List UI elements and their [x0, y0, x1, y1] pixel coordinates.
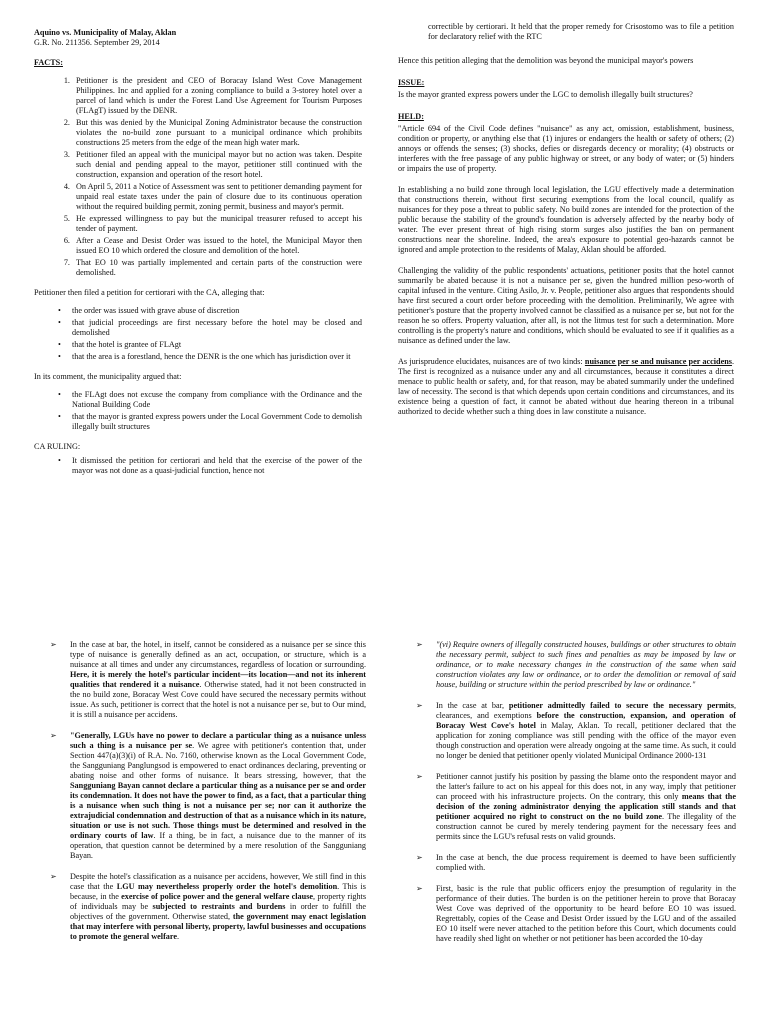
fact-item: 4. On April 5, 2011 a Notice of Assessment was sent to petitioner demanding payment for unpaid real estate taxes under the pain of closure due to its continuous operation without the required building permit, zoning permit, business and mayor's permit. — [72, 182, 362, 212]
ruling-points-list — [36, 640, 366, 942]
page-1-right-column — [398, 0, 734, 600]
petition-point: • that judicial proceedings are first necessary before the hotel may be closed and demolished — [72, 318, 362, 338]
held-paragraph-4: As jurisprudence elucidates, nuisances are of two kinds: nuisance per se and nuisance per accidens. The first is recognized as a nuisance under any and all circumstances, because it constitutes a direct menace to public health or safety, and, for that reason, may be abated summarily under the undefined law of necessity. The second is that which depends upon certain conditions and circumstances, and its existence being a question of fact, it cannot be abated without due hearing thereon in a tribunal authorized to decide whether such a thing does in law constitute a nuisance. — [398, 357, 734, 416]
ruling-point-lgu-power: ➢ "Generally, LGUs have no power to declare a particular thing as a nuisance unless such a thing is a nuisance per se. We agree with petitioner's contention that, under Section 447(a)(3)(i) of R.A. No. 7160, otherwise known as the Local Government Code, the Sangguniang Panglungsod is empowered to enact ordinances declaring, preventing or abating noise and other forms of nuisance. It bears stressing, however, that the Sangguniang Bayan cannot declare a particular thing as a nuisance per se and order its condemnation. It does not have the power to find, as a fact, that a particular thing is a nuisance when such thing is not a nuisance per se; nor can it authorize the extrajudicial condemnation and destruction of that as a nuisance which in its nature, situation or use is not such. Those things must be determined and resolved in the ordinary courts of law. If a thing, be in fact, a nuisance due to the manner of its operation, that question cannot be determined by a mere resolution of the Sangguniang Bayan. — [70, 731, 366, 861]
held-paragraph-3: Challenging the validity of the public respondents' actuations, petitioner posits that the hotel cannot summarily be abated because it is not a nuisance per se, given the hundred million peso-worth of capital infused in the venture. Citing Asilo, Jr. v. People, petitioner also argues that respondents should have first secured a court order before proceeding with the demolition. Preliminarily, We agree with petitioner's posture that the property involved cannot be classified as a nuisance per se, but not for the reason he so offers. Property valuation, after all, is not the litmus test for such a determination. More controlling is the property's nature and conditions, which should be evaluated to see if it qualifies as a nuisance as defined under the law. — [398, 266, 734, 345]
comment-point: • the FLAgt does not excuse the company from compliance with the Ordinance and the National Building Code — [72, 390, 362, 410]
petition-point: • that the hotel is grantee of FLAgt — [72, 340, 362, 350]
case-title: Aquino vs. Municipality of Malay, Aklan — [34, 28, 177, 37]
comment-points-list — [34, 390, 362, 432]
ruling-point-blame: ➢ Petitioner cannot justify his position by passing the blame onto the respondent mayor and the latter's failure to act on his appeal for this does not, in any way, imply that petitioner can proceed with his infrastructure projects. On the contrary, this only means that the decision of the zoning administrator denying the application still stands and that petitioner acquired no right to construct on the no build zone. The illegality of the construction cannot be cured by merely tendering payment for the necessary fees and permits since the LGU's refusal rests on valid grounds. — [436, 772, 736, 842]
facts-list — [34, 76, 362, 278]
held-paragraph-2: In establishing a no build zone through local legislation, the LGU effectively made a determination that constructions therein, without first securing exemptions from the local council, qualify as nuisances for they pose a threat to public safety. No build zones are intended for the protection of the public because the stability of the ground's foundation is adversely affected by the nearby body of water. The ever present threat of high rising storm surges also justifies the ban on permanent constructions near the shoreline. Indeed, the area's exposure to potential geo-hazards cannot be ignored and ample protection to the residents of Malay, Aklan should be afforded. — [398, 185, 734, 254]
ruling-point-due-process: ➢ In the case at bench, the due process requirement is deemed to have been sufficiently complied with. — [436, 853, 736, 873]
fact-item: 5. He expressed willingness to pay but the municipal treasurer refused to accept his tender of payment. — [72, 214, 362, 234]
case-citation: G.R. No. 211356. September 29, 2014 — [34, 38, 160, 47]
page-2-left-column — [36, 612, 366, 1024]
issue-text: Is the mayor granted express powers under the LGC to demolish illegally built structures? — [398, 90, 693, 99]
hence-paragraph: Hence this petition alleging that the demolition was beyond the municipal mayor's powers — [398, 56, 694, 65]
petition-point: • that the area is a forestland, hence the DENR is the one which has jurisdiction over it — [72, 352, 362, 362]
page-gap — [0, 600, 768, 612]
comment-intro: In its comment, the municipality argued that: — [34, 372, 182, 381]
quoted-provision: ➢ "(vi) Require owners of illegally constructed houses, buildings or other structures to obtain the necessary permit, subject to such fines and penalties as may be imposed by law or ordinance, or to make necessary changes in the construction of the same when said construction violates any law or ordinance, or to order the demolition or removal of said house, building or structure within the period prescribed by law or ordinance." — [436, 640, 736, 690]
ca-ruling-heading: CA RULING: — [34, 442, 81, 451]
ca-ruling-point: • It dismissed the petition for certiorari and held that the exercise of the power of the mayor was not done as a quasi-judicial function, hence not — [72, 456, 362, 476]
comment-point: • that the mayor is granted express powers under the Local Government Code to demolish illegally built structures — [72, 412, 362, 432]
fact-item: 7. That EO 10 was partially implemented and certain parts of the construction were demolished. — [72, 258, 362, 278]
ca-ruling-list — [34, 456, 362, 476]
ruling-point-no-permits: ➢ In the case at bar, petitioner admittedly failed to secure the necessary permits, clearances, and exemptions before the construction, expansion, and operation of Boracay West Cove's hotel in Malay, Aklan. To recall, petitioner declared that the application for zoning compliance was still pending with the office of the mayor even though construction and operation were already ongoing at the same time. As such, it could no longer be denied that petitioner openly violated Municipal Ordinance 2000-131 — [436, 701, 736, 761]
ruling-points-list-continued — [402, 640, 736, 944]
held-paragraph-1: "Article 694 of the Civil Code defines "nuisance" as any act, omission, establishment, business, condition or property, or anything else that (1) injures or endangers the health or safety of others; (2) annoys or offends the senses; (3) shocks, defies or disregards decency or morality; (4) obstructs or interferes with the free passage of any public highway or street, or any body of water; or (5) hinders or impairs the use of property. — [398, 124, 734, 173]
ruling-point-police-power: ➢ Despite the hotel's classification as a nuisance per accidens, however, We still find in this case that the LGU may nevertheless properly order the hotel's demolition. This is because, in the exercise of police power and the general welfare clause, property rights of individuals may be subjected to restraints and burdens in order to fulfill the objectives of the government. Otherwise stated, the government may enact legislation that may interfere with personal liberty, property, lawful businesses and occupations to promote the general welfare. — [70, 872, 366, 942]
issue-heading: ISSUE: — [398, 78, 425, 87]
page-1-left-column — [34, 0, 362, 600]
fact-item: 2. But this was denied by the Municipal Zoning Administrator because the construction violates the no-build zone pursuant to a municipal ordinance which prohibits constructions 25 meters from the edge of the mean high water mark. — [72, 118, 362, 148]
petition-point: • the order was issued with grave abuse of discretion — [72, 306, 362, 316]
fact-item: 3. Petitioner filed an appeal with the municipal mayor but no action was taken. Despite such denial and pending appeal to the mayor, petitioner still continued with the construction, expansion and operation of the resort hotel. — [72, 150, 362, 180]
petition-points-list — [34, 306, 362, 362]
fact-item: 6. After a Cease and Desist Order was issued to the hotel, the Municipal Mayor then issued EO 10 which ordered the closure and demolition of the hotel. — [72, 236, 362, 256]
ruling-point-presumption: ➢ First, basic is the rule that public officers enjoy the presumption of regularity in the performance of their duties. The burden is on the petitioner herein to prove that Boracay West Cove was deprived of the opportunity to be heard before EO 10 was issued. Regrettably, copies of the Cease and Desist Order issued by the LGU and of the assailed EO 10 itself were never attached to the petition before this Court, which documents could have readily shed light on whether or not petitioner has been accorded the 10-day — [436, 884, 736, 944]
fact-item: 1. Petitioner is the president and CEO of Boracay Island West Cove Management Philippines. Inc and applied for a zoning compliance to build a 3-storey hotel over a parcel of land which is under the Forest Land Use Agreement for Tourism Purposes (FLAgT) issued by the DENR. — [72, 76, 362, 116]
ca-ruling-continuation: correctible by certiorari. It held that the proper remedy for Crisostomo was to file a petition for declaratory relief with the RTC — [428, 22, 734, 41]
page-2-right-column — [402, 612, 736, 1024]
ruling-point-nuisance-per-accidens: ➢ In the case at bar, the hotel, in itself, cannot be considered as a nuisance per se since this type of nuisance is generally defined as an act, occupation, or structure, which is a nuisance at all times and under any circumstances, regardless of location or surrounding. Here, it is merely the hotel's particular incident—its location—and not its inherent qualities that rendered it a nuisance. Otherwise stated, had it not been constructed in the no build zone, Boracay West Cove could have secured the necessary permits without issue. As such, petitioner is correct that the hotel is not a nuisance per se, but to Our mind, it is still a nuisance per accidens. — [70, 640, 366, 720]
facts-heading: FACTS: — [34, 58, 63, 67]
digest-page-2 — [0, 612, 768, 1024]
petition-intro: Petitioner then filed a petition for certiorari with the CA, alleging that: — [34, 288, 265, 297]
held-heading: HELD: — [398, 112, 424, 121]
